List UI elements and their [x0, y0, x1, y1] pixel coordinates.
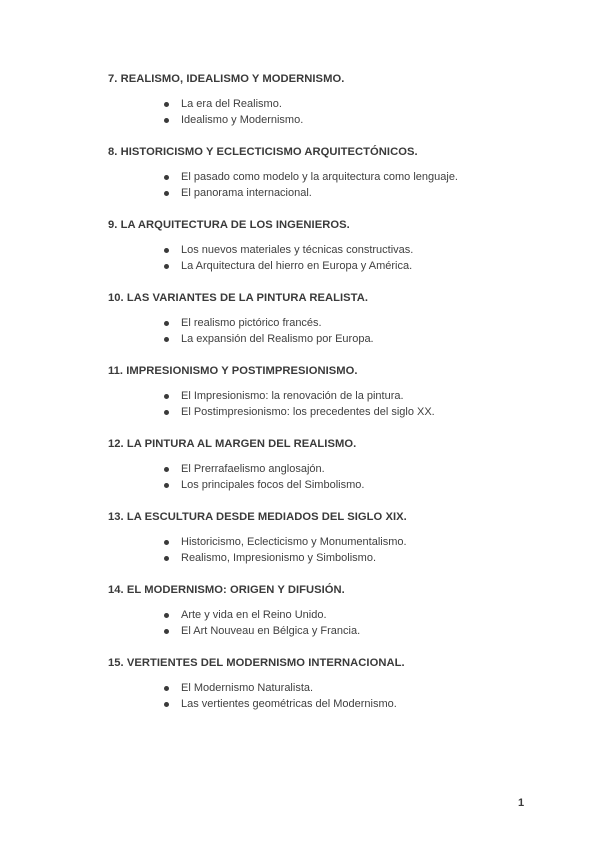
list-item-text: El panorama internacional. — [181, 187, 312, 199]
list-item — [108, 388, 568, 404]
list-item-text: Los nuevos materiales y técnicas constructivas. — [181, 244, 414, 256]
bullet-icon — [164, 702, 169, 707]
list-item-text: El Postimpresionismo: los precedentes del siglo XX. — [181, 406, 435, 418]
section-title: 7. REALISMO, IDEALISMO Y MODERNISMO. — [108, 73, 345, 85]
section-title: 11. IMPRESIONISMO Y POSTIMPRESIONISMO. — [108, 365, 358, 377]
bullet-icon — [164, 191, 169, 196]
bullet-icon — [164, 613, 169, 618]
syllabus-content — [108, 72, 568, 729]
list-item-text: Historicismo, Eclecticismo y Monumentalismo. — [181, 536, 407, 548]
bullet-icon — [164, 394, 169, 399]
list-item — [108, 315, 568, 331]
list-item-text: La era del Realismo. — [181, 98, 282, 110]
bullet-icon — [164, 540, 169, 545]
list-item — [108, 112, 568, 128]
section — [108, 656, 568, 712]
list-item — [108, 242, 568, 258]
list-item-text: El pasado como modelo y la arquitectura como lenguaje. — [181, 171, 458, 183]
section-items — [108, 169, 568, 201]
section-title: 8. HISTORICISMO Y ECLECTICISMO ARQUITECTÓNICOS. — [108, 146, 418, 158]
list-item-text: El Prerrafaelismo anglosajón. — [181, 463, 325, 475]
section-title: 14. EL MODERNISMO: ORIGEN Y DIFUSIÓN. — [108, 584, 345, 596]
bullet-icon — [164, 686, 169, 691]
list-item-text: Los principales focos del Simbolismo. — [181, 479, 365, 491]
list-item-text: Realismo, Impresionismo y Simbolismo. — [181, 552, 376, 564]
section-title: 15. VERTIENTES DEL MODERNISMO INTERNACIONAL. — [108, 657, 405, 669]
section-title: 12. LA PINTURA AL MARGEN DEL REALISMO. — [108, 438, 357, 450]
list-item — [108, 96, 568, 112]
section-items — [108, 461, 568, 493]
section-items — [108, 96, 568, 128]
bullet-icon — [164, 175, 169, 180]
list-item-text: El Art Nouveau en Bélgica y Francia. — [181, 625, 361, 637]
list-item — [108, 185, 568, 201]
list-item-text: El Modernismo Naturalista. — [181, 682, 314, 694]
bullet-icon — [164, 321, 169, 326]
list-item-text: El Impresionismo: la renovación de la pintura. — [181, 390, 404, 402]
list-item-text: Idealismo y Modernismo. — [181, 114, 304, 126]
list-item — [108, 607, 568, 623]
section — [108, 218, 568, 274]
section — [108, 510, 568, 566]
bullet-icon — [164, 467, 169, 472]
bullet-icon — [164, 410, 169, 415]
list-item — [108, 331, 568, 347]
section — [108, 437, 568, 493]
list-item — [108, 169, 568, 185]
list-item — [108, 461, 568, 477]
list-item — [108, 404, 568, 420]
section-title: 13. LA ESCULTURA DESDE MEDIADOS DEL SIGLO XIX. — [108, 511, 407, 523]
section — [108, 72, 568, 128]
bullet-icon — [164, 483, 169, 488]
section-items — [108, 242, 568, 274]
section — [108, 145, 568, 201]
section-items — [108, 388, 568, 420]
bullet-icon — [164, 248, 169, 253]
bullet-icon — [164, 556, 169, 561]
bullet-icon — [164, 102, 169, 107]
list-item — [108, 534, 568, 550]
section — [108, 583, 568, 639]
section-items — [108, 534, 568, 566]
list-item — [108, 696, 568, 712]
list-item — [108, 477, 568, 493]
list-item — [108, 623, 568, 639]
bullet-icon — [164, 337, 169, 342]
section-items — [108, 607, 568, 639]
list-item-text: Arte y vida en el Reino Unido. — [181, 609, 327, 621]
section-items — [108, 315, 568, 347]
section — [108, 364, 568, 420]
list-item-text: Las vertientes geométricas del Modernismo. — [181, 698, 397, 710]
list-item-text: La expansión del Realismo por Europa. — [181, 333, 374, 345]
bullet-icon — [164, 629, 169, 634]
bullet-icon — [164, 264, 169, 269]
bullet-icon — [164, 118, 169, 123]
list-item-text: La Arquitectura del hierro en Europa y América. — [181, 260, 413, 272]
list-item — [108, 258, 568, 274]
list-item — [108, 550, 568, 566]
section-items — [108, 680, 568, 712]
list-item-text: El realismo pictórico francés. — [181, 317, 322, 329]
list-item — [108, 680, 568, 696]
page-number: 1 — [518, 797, 525, 809]
section-title: 10. LAS VARIANTES DE LA PINTURA REALISTA. — [108, 292, 368, 304]
section-title: 9. LA ARQUITECTURA DE LOS INGENIEROS. — [108, 219, 350, 231]
section — [108, 291, 568, 347]
